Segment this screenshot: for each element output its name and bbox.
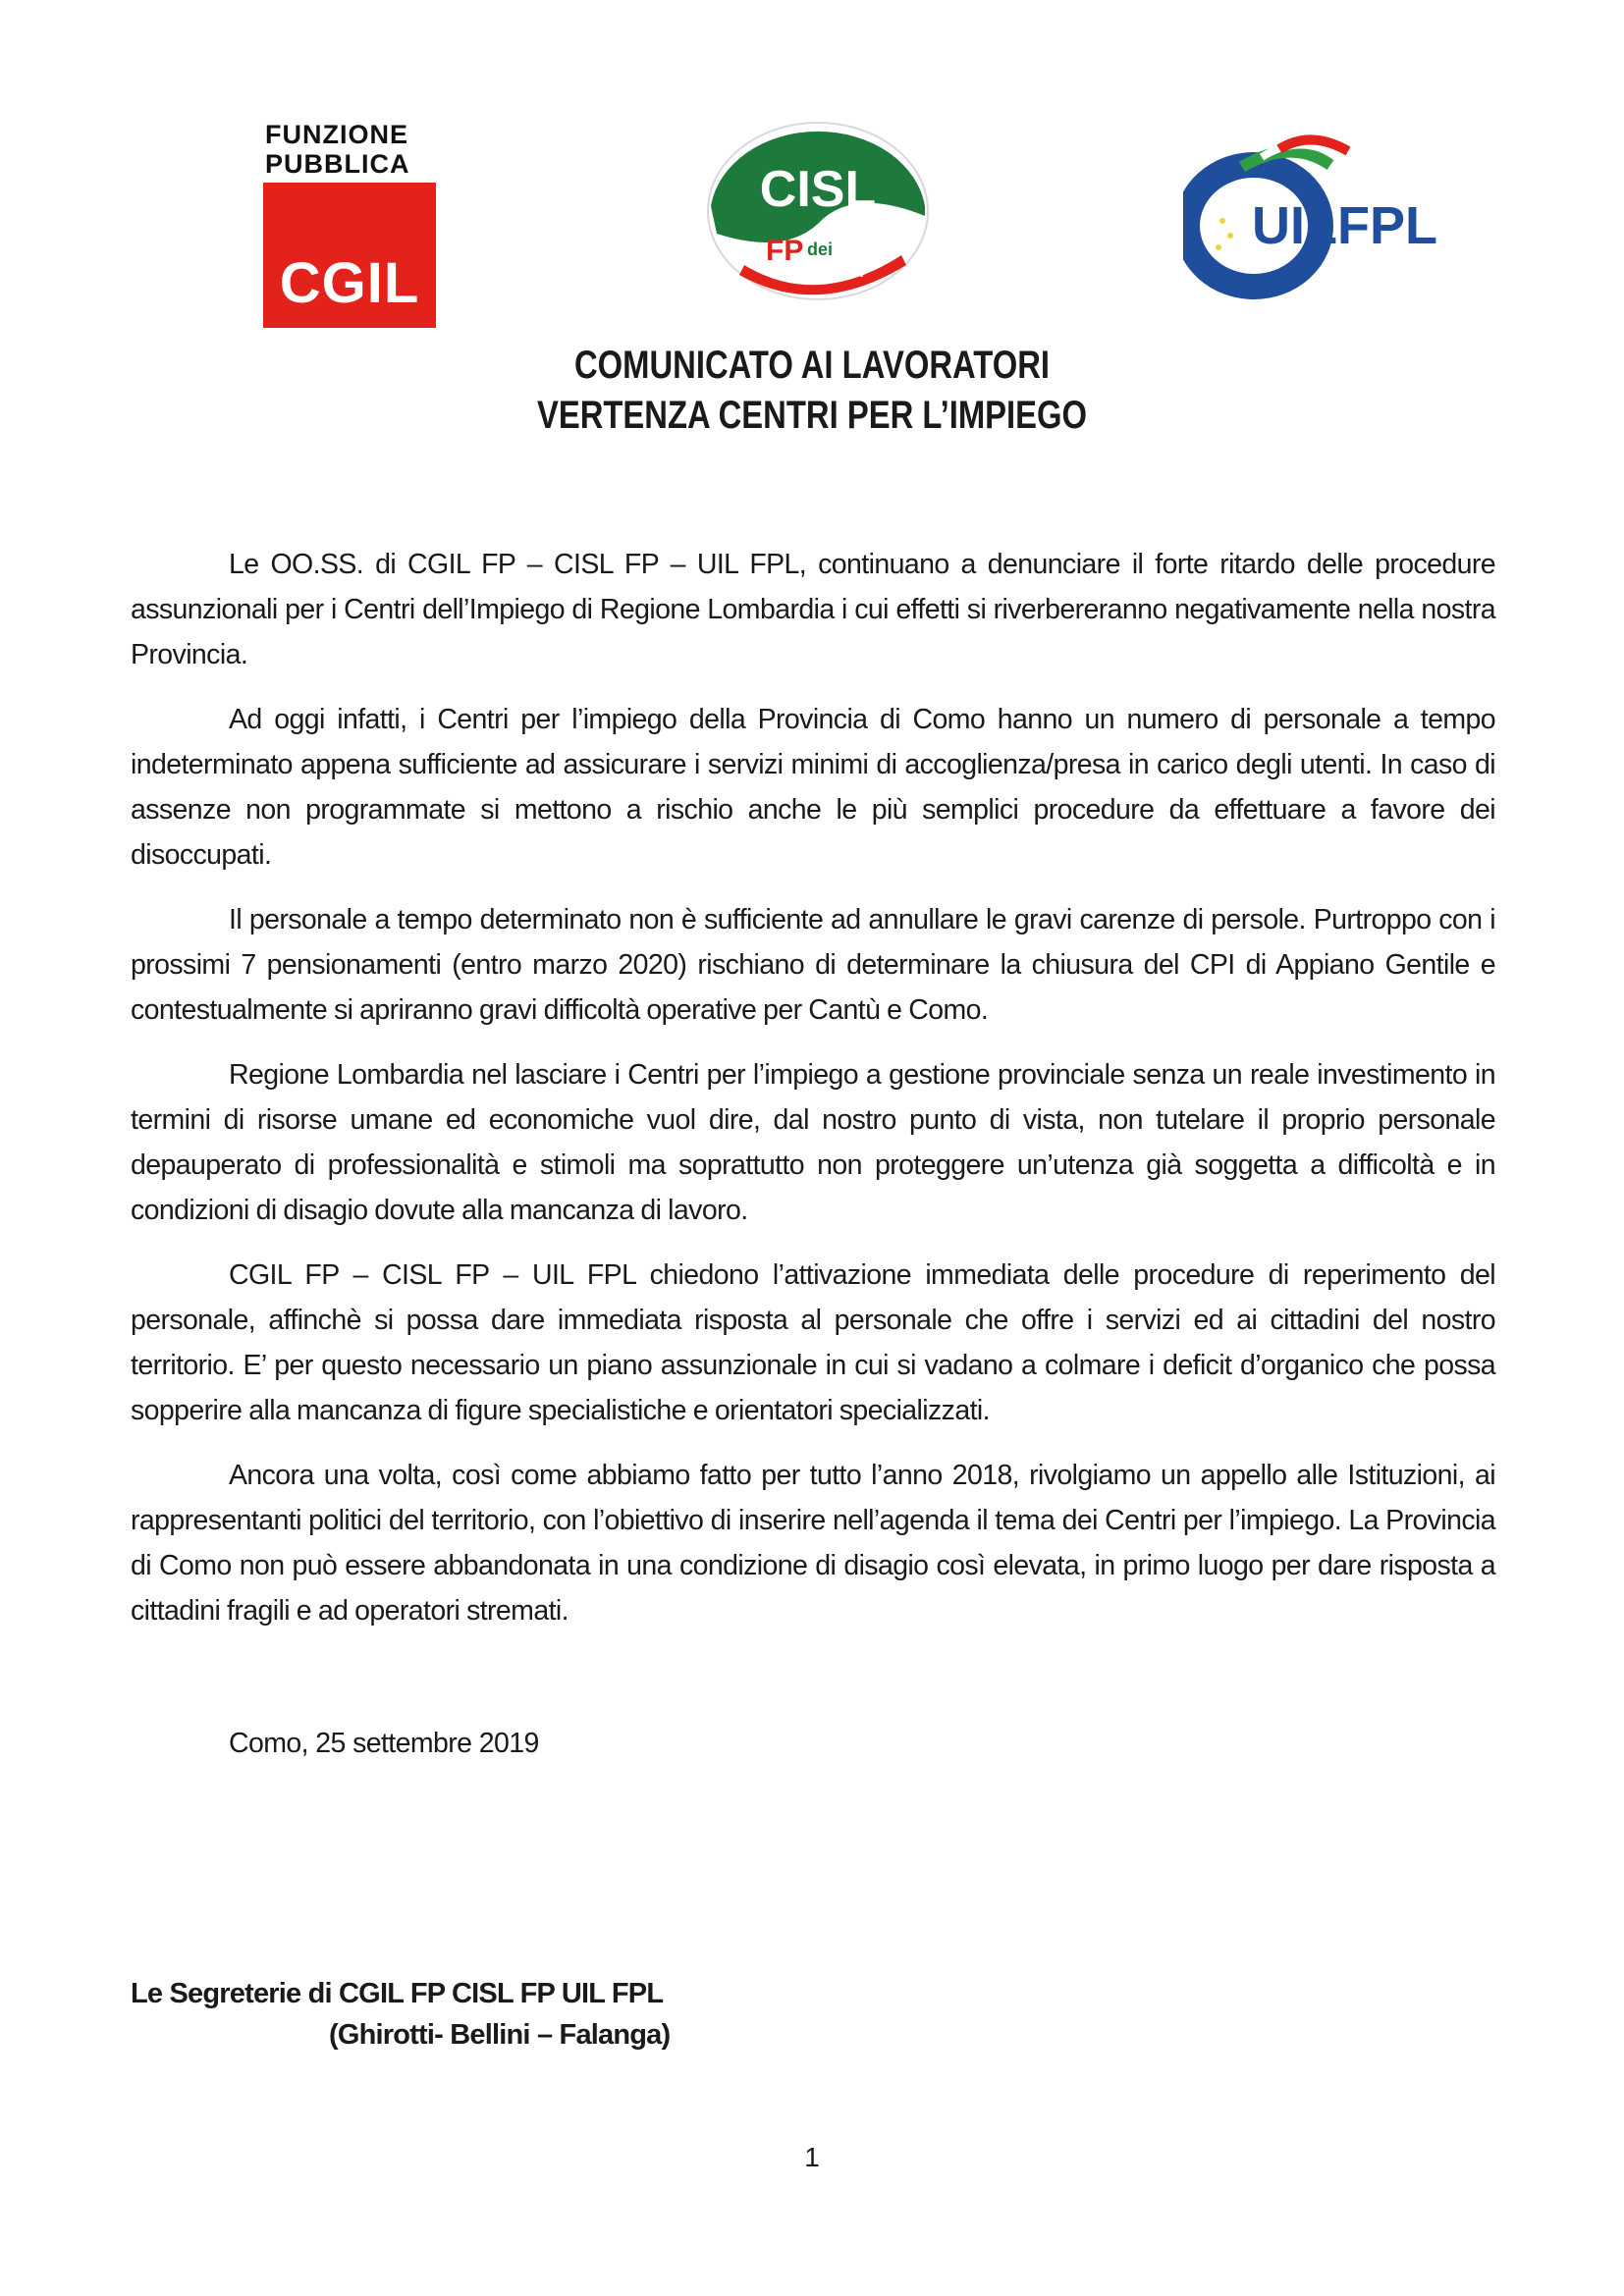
cisl-logo-laghi: LAGHI: [815, 264, 864, 281]
paragraph-4: Regione Lombardia nel lasciare i Centri per l’impiego a gestione provinciale senza un reale investimento in termini di risorse umane ed economiche vuol dire, dal nostro punto di vista, non tutelare il proprio personale depauperato di professionalità e stimoli ma soprattutto non proteggere un’utenza già soggetta a difficoltà e in condizioni di disagio dovute alla mancanza di lavoro.: [131, 1059, 1495, 1226]
paragraph-6: Ancora una volta, così come abbiamo fatto per tutto l’anno 2018, rivolgiamo un appello alle Istituzioni, ai rappresentanti politici del territorio, con l’obiettivo di inserire nell’agenda il tema dei Centri per l’impiego. La Provincia di Como non può essere abbandonata in una condizione di disagio così elevata, in primo luogo per dare risposta a cittadini fragili e ad operatori stremati.: [131, 1460, 1495, 1627]
signature-line2: (Ghirotti- Bellini – Falanga): [329, 2019, 671, 2051]
uil-fpl-logo-brand: UILFPL: [1252, 196, 1437, 255]
paragraph-1: Le OO.SS. di CGIL FP – CISL FP – UIL FPL, continuano a denunciare il forte ritardo delle procedure assunzionali per i Centri dell’Impiego di Regione Lombardia i cui effetti si riverbereranno negativamente nella nostra Provincia.: [131, 549, 1495, 670]
cgil-logo-line1: FUNZIONE: [265, 120, 408, 149]
signature-line1: Le Segreterie di CGIL FP CISL FP UIL FPL: [131, 1978, 664, 2009]
cisl-logo-dei: dei: [807, 240, 834, 259]
cgil-logo-brand: CGIL: [279, 251, 420, 315]
date-line: Como, 25 settembre 2019: [229, 1728, 539, 1759]
cgil-logo-box: [263, 183, 436, 328]
cisl-logo-graphic: [705, 118, 931, 304]
cisl-logo: [705, 118, 931, 304]
title-line2: VERTENZA CENTRI PER L’IMPIEGO: [536, 394, 1088, 437]
cgil-logo: [263, 120, 438, 328]
uil-fpl-logo: [1183, 128, 1458, 304]
page-number: 1: [804, 2142, 820, 2172]
paragraph-5: CGIL FP – CISL FP – UIL FPL chiedono l’attivazione immediata delle procedure di reperimento del personale, affinchè si possa dare immediata risposta al personale che offre i servizi ed ai cittadini del nostro territorio. E’ per questo necessario un piano assunzionale in cui si vadano a colmare i deficit d’organico che possa sopperire alla mancanza di figure specialistiche e orientatori specializzati.: [131, 1259, 1495, 1426]
body-text: [131, 542, 1495, 1653]
paragraph-2: Ad oggi infatti, i Centri per l’impiego della Provincia di Como hanno un numero di personale a tempo indeterminato appena sufficiente ad assicurare i servizi minimi di accoglienza/presa in carico degli utenti. In caso di assenze non programmate si mettono a rischio anche le più semplici procedure da effettuare a favore dei disoccupati.: [131, 704, 1495, 871]
cgil-logo-line2: PUBBLICA: [265, 149, 410, 179]
title-line1: COMUNICATO AI LAVORATORI: [573, 344, 1051, 387]
paragraph-3: Il personale a tempo determinato non è sufficiente ad annullare le gravi carenze di persole. Purtroppo con i prossimi 7 pensionamenti (entro marzo 2020) rischiano di determinare la chiusura del CPI di Appiano Gentile e contestualmente si apriranno gravi difficoltà operative per Cantù e Como.: [131, 904, 1495, 1026]
cisl-logo-fp: FP: [766, 235, 804, 267]
cisl-logo-brand: CISL: [759, 161, 877, 218]
uil-fpl-logo-graphic: [1183, 128, 1458, 304]
